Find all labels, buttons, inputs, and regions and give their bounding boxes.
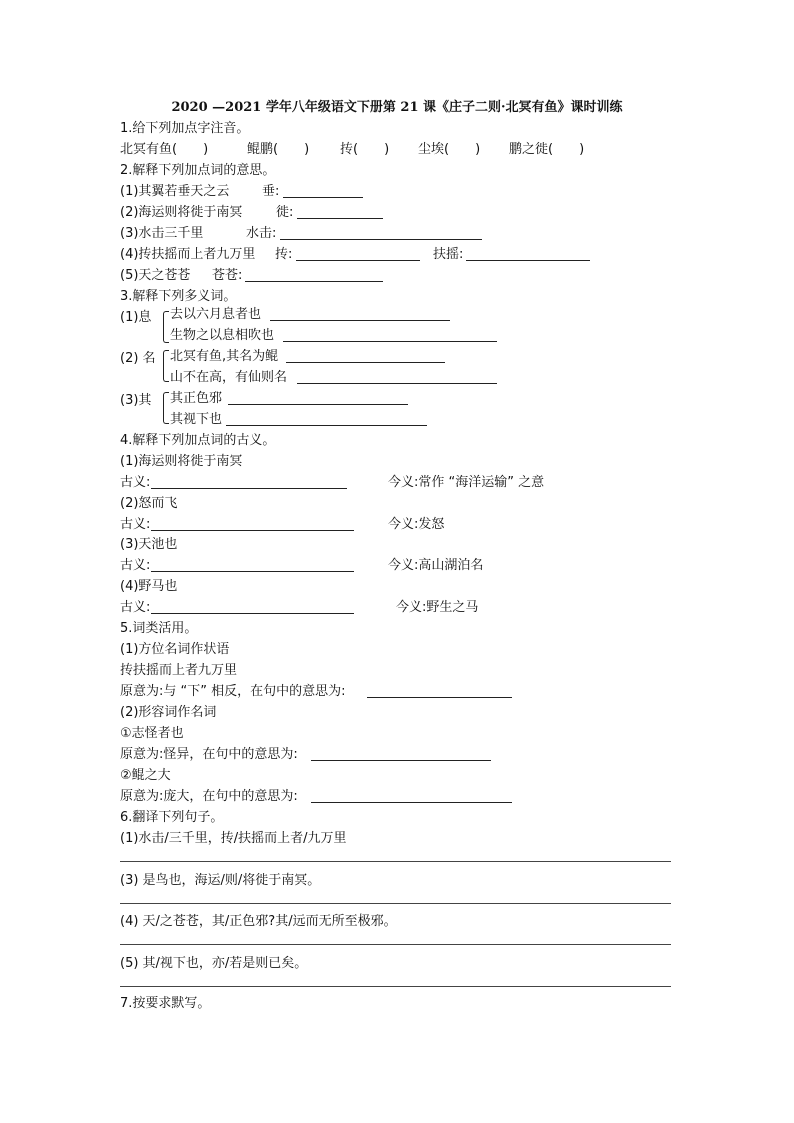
q2-sentence: (1)其翼若垂天之云	[120, 184, 230, 199]
q6-sentence: (1)水击/三千里，抟/扶摇而上者/九万里	[120, 831, 347, 846]
answer-blank[interactable]	[296, 260, 420, 261]
answer-blank[interactable]	[151, 613, 354, 614]
q2-sentence: (3)水击三千里	[120, 226, 204, 241]
q6-sentence: (3) 是鸟也，海运/则/将徙于南冥。	[120, 873, 321, 888]
q5-sub-heading: (2)形容词作名词	[120, 705, 217, 720]
q1-item: 尘埃( )	[418, 142, 481, 157]
q1-item: 抟( )	[340, 142, 390, 157]
answer-blank[interactable]	[367, 697, 512, 698]
q6-sentence: (4) 天/之苍苍，其/正色邪?其/远而无所至极邪。	[120, 914, 397, 929]
q1-item: 北冥有鱼( )	[120, 142, 209, 157]
answer-blank[interactable]	[297, 383, 497, 384]
q3-line: 其视下也	[170, 412, 223, 427]
answer-blank[interactable]	[270, 320, 450, 321]
q4-jin: 今义:高山湖泊名	[388, 558, 484, 573]
brace	[163, 311, 169, 343]
q3-line: 北冥有鱼,其名为鲲	[170, 349, 279, 364]
q4-jin: 今义:常作 “海洋运输” 之意	[388, 475, 545, 490]
answer-blank[interactable]	[297, 218, 383, 219]
q1-heading: 1.给下列加点字注音。	[120, 121, 250, 136]
q4-gu-label: 古义:	[120, 558, 151, 573]
answer-blank[interactable]	[283, 341, 497, 342]
answer-blank[interactable]	[151, 571, 354, 572]
q3-label: (2) 名	[120, 351, 156, 366]
q4-gu-label: 古义:	[120, 517, 151, 532]
q4-gu-label: 古义:	[120, 600, 151, 615]
q3-line: 去以六月息者也	[170, 307, 262, 322]
q1-item: 鹏之徙( )	[509, 142, 585, 157]
q2-word: 水击:	[246, 226, 277, 241]
q5-sentence: ②鲲之大	[120, 768, 171, 783]
answer-blank[interactable]	[283, 197, 363, 198]
q2-word: 徙:	[276, 205, 294, 220]
answer-blank[interactable]	[311, 760, 491, 761]
q4-heading: 4.解释下列加点词的古义。	[120, 433, 276, 448]
q7-heading: 7.按要求默写。	[120, 996, 211, 1011]
q2-word: 扶摇:	[433, 247, 464, 262]
q2-word: 垂:	[262, 184, 280, 199]
brace	[163, 392, 169, 424]
q6-heading: 6.翻译下列句子。	[120, 810, 224, 825]
q2-word: 苍苍:	[212, 268, 243, 283]
q4-gu-label: 古义:	[120, 475, 151, 490]
q4-sentence: (3)天池也	[120, 537, 178, 552]
worksheet-title: 2020 —2021 学年八年级语文下册第 21 课《庄子二则·北冥有鱼》课时训练	[171, 100, 623, 115]
q4-jin: 今义:发怒	[388, 517, 445, 532]
q2-sentence: (2)海运则将徙于南冥	[120, 205, 243, 220]
q3-heading: 3.解释下列多义词。	[120, 289, 237, 304]
answer-blank[interactable]	[228, 404, 408, 405]
translation-line[interactable]	[120, 944, 671, 945]
q2-sentence: (5)天之苍苍	[120, 268, 191, 283]
q4-jin: 今义:野生之马	[396, 600, 479, 615]
answer-blank[interactable]	[466, 260, 590, 261]
translation-line[interactable]	[120, 903, 671, 904]
translation-line[interactable]	[120, 986, 671, 987]
q3-line: 其正色邪	[170, 391, 223, 406]
q6-sentence: (5) 其/视下也，亦/若是则已矣。	[120, 956, 308, 971]
answer-blank[interactable]	[245, 281, 383, 282]
q4-sentence: (2)怒而飞	[120, 496, 178, 511]
q3-line: 山不在高，有仙则名	[170, 370, 288, 385]
q2-sentence: (4)抟扶摇而上者九万里	[120, 247, 256, 262]
q5-prompt: 原意为:怪异，在句中的意思为:	[120, 747, 298, 762]
brace	[163, 350, 169, 382]
answer-blank[interactable]	[151, 488, 347, 489]
answer-blank[interactable]	[151, 530, 354, 531]
q3-label: (3)其	[120, 393, 152, 408]
answer-blank[interactable]	[286, 362, 445, 363]
q5-heading: 5.词类活用。	[120, 621, 198, 636]
translation-line[interactable]	[120, 861, 671, 862]
q5-sentence: ①志怪者也	[120, 726, 184, 741]
q2-word: 抟:	[275, 247, 293, 262]
q2-heading: 2.解释下列加点词的意思。	[120, 163, 276, 178]
q4-sentence: (4)野马也	[120, 579, 178, 594]
q5-sub-heading: (1)方位名词作状语	[120, 642, 230, 657]
q3-line: 生物之以息相吹也	[170, 328, 275, 343]
q1-item: 鲲鹏( )	[247, 142, 310, 157]
q3-label: (1)息	[120, 310, 152, 325]
answer-blank[interactable]	[280, 239, 482, 240]
q5-prompt: 原意为:庞大，在句中的意思为:	[120, 789, 298, 804]
q4-sentence: (1)海运则将徙于南冥	[120, 454, 243, 469]
answer-blank[interactable]	[226, 425, 427, 426]
q5-prompt: 原意为:与 “下” 相反，在句中的意思为:	[120, 684, 346, 699]
answer-blank[interactable]	[311, 802, 512, 803]
q5-sentence: 抟扶摇而上者九万里	[120, 663, 238, 678]
